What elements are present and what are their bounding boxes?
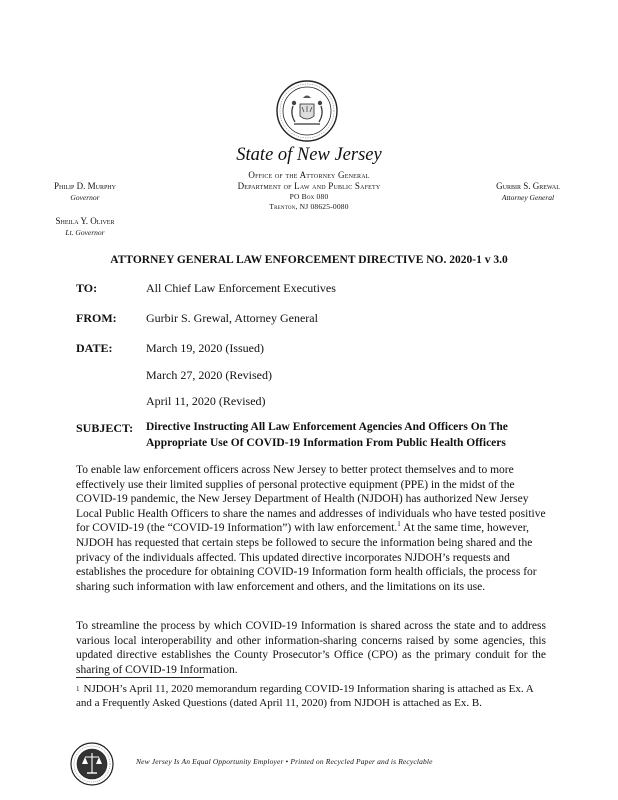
department-seal-icon [70, 742, 114, 786]
attorney-general-title: Attorney General [501, 193, 555, 202]
memo-from-label: FROM: [76, 311, 117, 325]
footnote-divider [76, 677, 204, 678]
body-paragraph-2: To streamline the process by which COVID-19 Information is shared across the state and to address various local interoperability and other information-sharing concerns raised by some agencies, this updated directive establishes the County Prosecutor’s Office (CPO) as the primary conduit for the sharing of COVID-19 Information. [76, 620, 546, 676]
lt-governor-title: Lt. Governor [65, 228, 105, 237]
memo-from-value: Gurbir S. Grewal, Attorney General [146, 311, 318, 325]
department-name: Department of Law and Public Safety [237, 181, 381, 191]
office-name: Office of the Attorney General [248, 170, 370, 180]
attorney-general-name: Gurbir S. Grewal [496, 181, 560, 191]
governor-name: Philip D. Murphy [54, 181, 116, 191]
footnote [76, 682, 546, 710]
memo-to-value: All Chief Law Enforcement Executives [146, 281, 336, 295]
memo-date-issued: March 19, 2020 (Issued) [146, 341, 264, 355]
attorney-general-block [458, 181, 598, 203]
memo-date-label: DATE: [76, 341, 113, 355]
office-block [150, 170, 468, 212]
state-title: State of New Jersey [236, 145, 382, 165]
body-paragraph-1-part-b: At the same time, however, NJDOH has requested that certain steps be followed to secure the information being shared and the privacy of the individuals affected. This updated directive incorporates NJDOH’s requests and establishes the procedure for obtaining COVID-19 Information form health officials, the process for sharing such information with law enforcement and others, and the limitations on its use. [76, 522, 537, 593]
governor-title: Governor [70, 193, 100, 202]
footnote-number: 1 [76, 685, 80, 693]
memo-subject-label: SUBJECT: [76, 421, 134, 435]
memo-date-revised-2: April 11, 2020 (Revised) [146, 394, 266, 408]
body-paragraph-1-part-a: To enable law enforcement officers across New Jersey to better protect themselves and to more effectively use their limited supplies of personal protective equipment (PPE) in the midst of the COVID-19 pandemic, the New Jersey Department of Health (NJDOH) has authorized New Jersey Local Public Health Officers to share the names and addresses of individuals who have tested positive for COVID-19 (the “COVID-19 Information”) with law enforcement. [76, 464, 546, 535]
memo-to-label: TO: [76, 281, 98, 295]
memo-date-revised-1: March 27, 2020 (Revised) [146, 368, 272, 382]
po-box: PO Box 080 [289, 192, 329, 201]
governor-block [20, 181, 150, 238]
footnote-text: NJDOH’s April 11, 2020 memorandum regarding COVID-19 Information sharing is attached as Ex. A and a Frequently Asked Questions (dated April 11, 2020) from NJDOH is attached as Ex. B. [76, 683, 534, 709]
footnote-reference[interactable]: 1 [397, 520, 401, 529]
city-address: Trenton, NJ 08625-0080 [269, 202, 349, 211]
footer-text: New Jersey Is An Equal Opportunity Employer • Printed on Recycled Paper and is Recyclable [136, 757, 433, 766]
body-paragraph-1 [76, 463, 546, 594]
lt-governor-name: Sheila Y. Oliver [55, 216, 115, 226]
state-seal-icon [276, 80, 338, 142]
directive-title: ATTORNEY GENERAL LAW ENFORCEMENT DIRECTIVE NO. 2020-1 v 3.0 [110, 254, 508, 266]
memo-subject-value: Directive Instructing All Law Enforcement Agencies And Officers On The Appropriate Use Of COVID-19 Information From Public Health Officers [146, 421, 508, 449]
